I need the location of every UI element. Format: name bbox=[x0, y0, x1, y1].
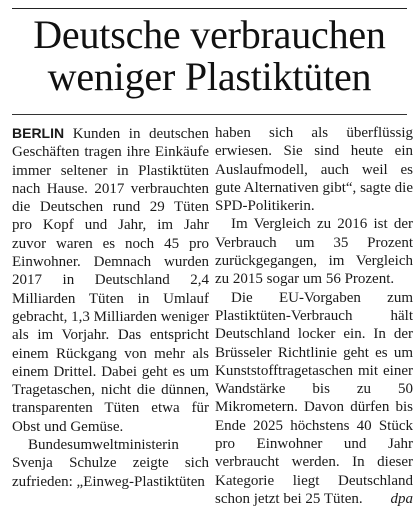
dateline: BERLIN bbox=[12, 125, 65, 141]
paragraph-1 bbox=[12, 124, 209, 436]
paragraph-3: Im Vergleich zu 2016 ist der Verbrauch um 35 Prozent zurückgegangen, im Vergleich zu 2015 sogar um 56 Prozent. bbox=[215, 216, 413, 288]
paragraph-2-continued: haben sich als überflüssig erwiesen. Sie sind heute ein Auslaufmodell, auch weil es gute Alternativen gibt“, sagte die SPD-Politikerin. bbox=[215, 125, 413, 215]
paragraph-1-text: Kunden in deutschen Geschäften tragen ihre Einkäufe immer seltener in Plastiktüten nach Hause. 2017 verbrauchten die Deutschen rund 29 Tüten pro Kopf und Jahr, im Jahr zuvor waren es noch 45 pro Einwohner. Demnach wurden 2017 in Deutschland 2,4 Milliarden Tüten in Umlauf gebracht, 1,3 Milliarden weniger als im Vorjahr. Das entspricht einem Rückgang von mehr als einem Drittel. Dabei geht es um Tragetaschen, nicht die dünnen, transparenten Tüten etwa für Obst und Gemüse. bbox=[12, 126, 210, 435]
headline-line-1: Deutsche verbrauchen bbox=[33, 12, 386, 57]
paragraph-2: Bundesumweltministerin Svenja Schulze zeigte sich zufrieden: „Einweg-Plastiktüten bbox=[12, 437, 209, 490]
article-column-right bbox=[215, 124, 413, 508]
article-column-left bbox=[12, 124, 209, 491]
headline bbox=[0, 14, 419, 98]
author-credit: dpa bbox=[390, 490, 413, 507]
headline-rule bbox=[12, 114, 407, 115]
paragraph-4 bbox=[215, 289, 413, 508]
headline-line-2: weniger Plastiktüten bbox=[47, 54, 372, 99]
top-rule bbox=[12, 8, 407, 9]
paragraph-4-text: Die EU-Vorgaben zum Plastiktüten-Verbrauch hält Deutschland locker ein. In der Brüsseler Richtlinie geht es um Kunststofftragetaschen mit einer Wandstärke bis zu 50 Mikrometern. Davon dürfen bis Ende 2025 höchstens 40 Stück pro Einwohner und Jahr verbraucht werden. In dieser Kategorie liegt Deutschland schon jetzt bei 25 Tüten. bbox=[215, 289, 413, 507]
